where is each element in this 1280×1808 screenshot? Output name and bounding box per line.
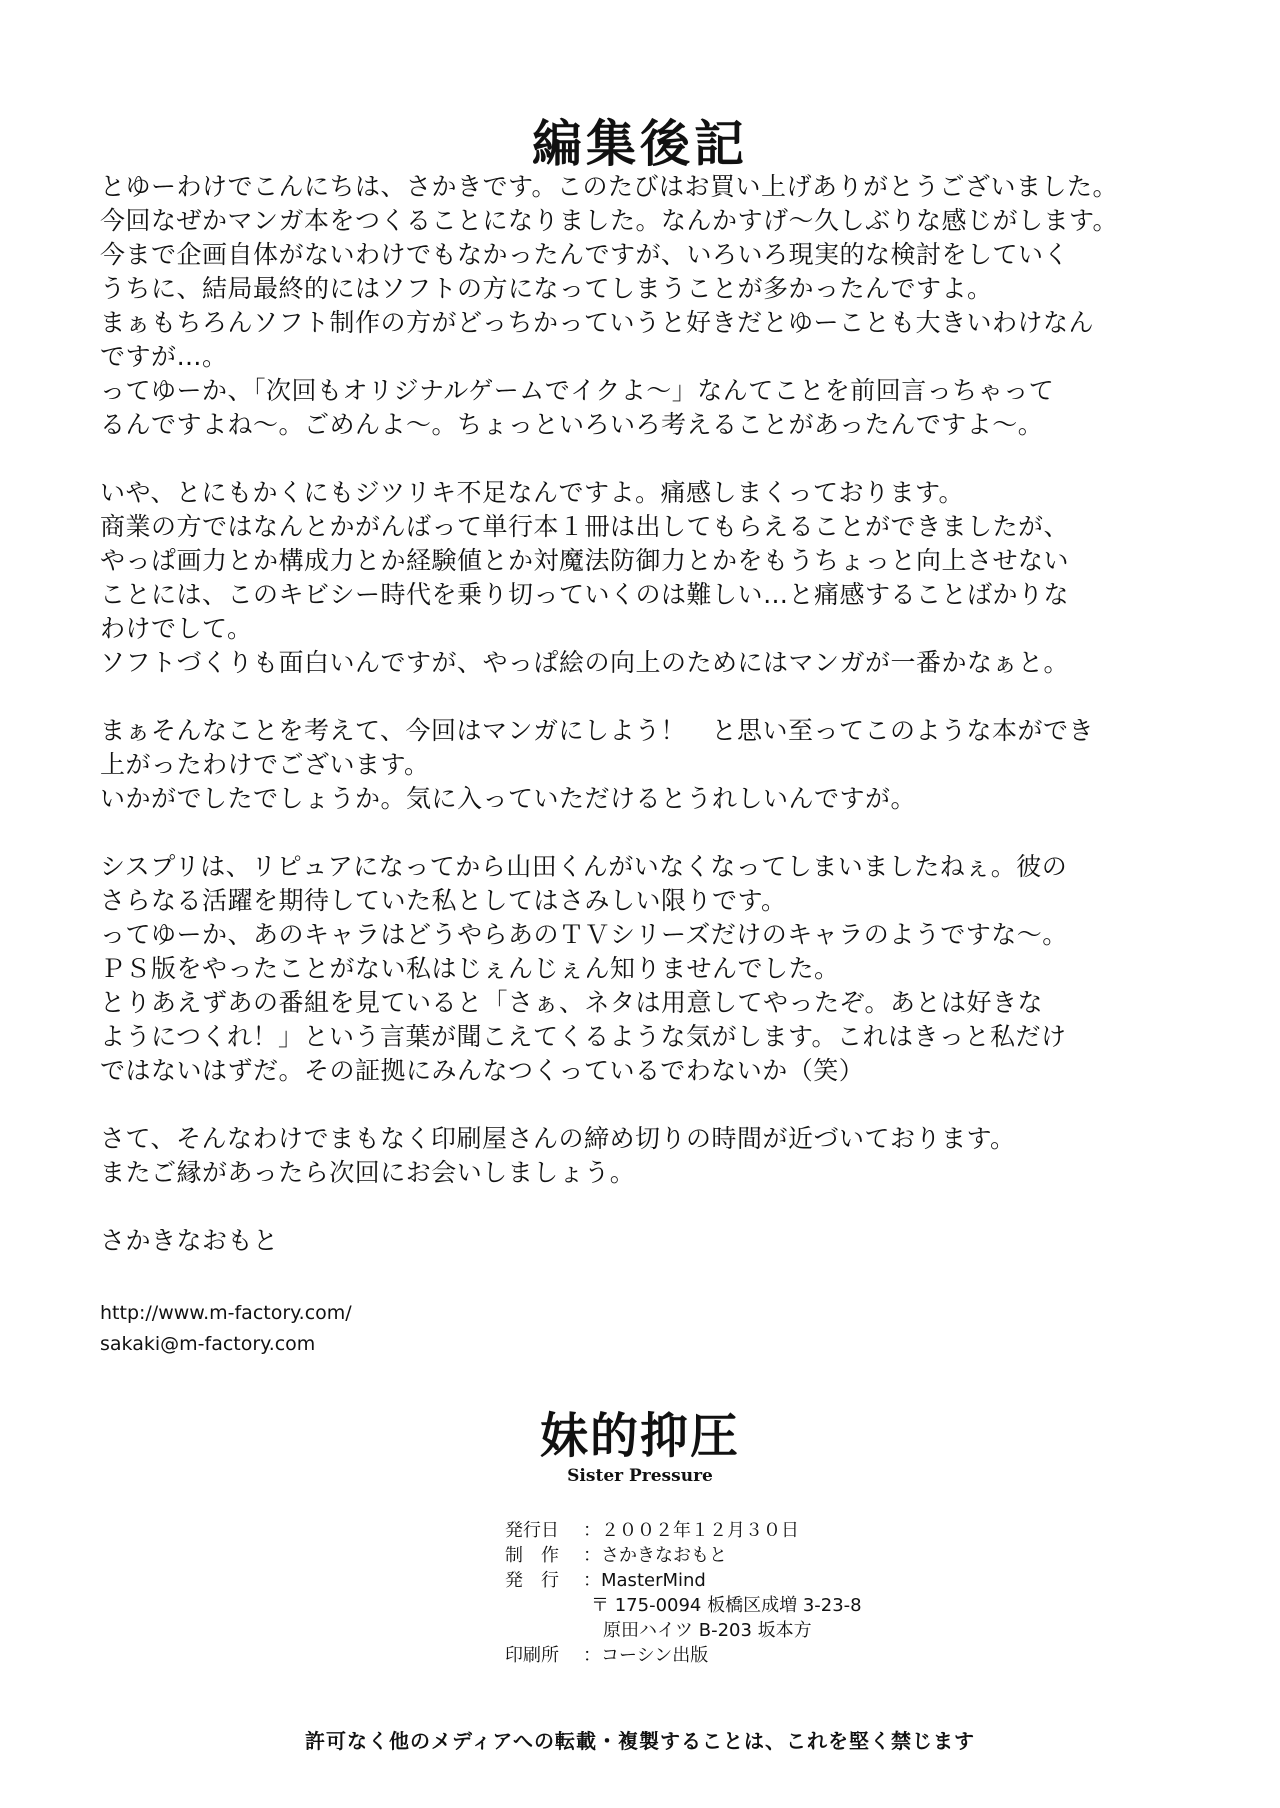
logo-english-title: Sister Pressure (567, 1466, 713, 1486)
logo-japanese-title: 妹的抑圧 (539, 1408, 740, 1464)
colophon (505, 1518, 925, 1668)
text-line: いや、とにもかくにもジツリキ不足なんですよ。痛感しまくっております。 (100, 478, 965, 507)
text-line: まぁそんなことを考えて、今回はマンガにしよう！ と思い至ってこのような本ができ (100, 716, 1095, 745)
publisher-label: 発 行 (505, 1570, 559, 1591)
text-line: とりあえずあの番組を見ていると「さぁ、ネタは用意してやったぞ。あとは好きな (100, 988, 1044, 1017)
colophon-address-line-1 (505, 1593, 925, 1618)
publisher-value: MasterMind (601, 1570, 706, 1591)
page-title: 編集後記 (532, 114, 748, 173)
printer-value: コーシン出版 (601, 1645, 709, 1666)
text-line: まぁもちろんソフト制作の方がどっちかっていうと好きだとゆーことも大きいわけなん (100, 308, 1095, 337)
afterword-body (100, 170, 1200, 1360)
colophon-row-author (505, 1543, 925, 1568)
text-line: ソフトづくりも面白いんですが、やっぱ絵の向上のためにはマンガが一番かなぁと。 (100, 648, 1070, 677)
text-line: またご縁があったら次回にお会いしましょう。 (100, 1158, 636, 1187)
separator: ： (583, 1520, 601, 1541)
author-signature: さかきなおもと (100, 1226, 279, 1255)
author-value: さかきなおもと (601, 1545, 727, 1566)
text-line: ではないはずだ。その証拠にみんなつくっているでわないか（笑） (100, 1056, 865, 1085)
paragraph-2 (100, 476, 1200, 680)
book-logo (0, 1408, 1280, 1486)
paragraph-1 (100, 170, 1200, 442)
paragraph-3 (100, 714, 1200, 816)
issued-label: 発行日 (505, 1520, 559, 1541)
printer-label: 印刷所 (505, 1645, 559, 1666)
text-line: ようにつくれ！」という言葉が聞こえてくるような気がします。これはきっと私だけ (100, 1022, 1067, 1051)
website-link[interactable]: http://www.m-factory.com/ (100, 1302, 352, 1324)
colophon-address-line-2 (505, 1618, 925, 1643)
separator: ： (583, 1645, 601, 1666)
separator: ： (583, 1545, 601, 1566)
text-line: ってゆーか、「次回もオリジナルゲームでイクよ～」なんてことを前回言っちゃって (100, 376, 1055, 405)
text-line: るんですよね～。ごめんよ～。ちょっといろいろ考えることがあったんですよ～。 (100, 410, 1044, 439)
separator: ： (583, 1570, 601, 1591)
text-line: ですが…。 (100, 342, 228, 371)
text-line: 上がったわけでございます。 (100, 750, 430, 779)
paragraph-4 (100, 850, 1200, 1088)
text-line: ってゆーか、あのキャラはどうやらあのＴＶシリーズだけのキャラのようですな～。 (100, 920, 1068, 949)
colophon-row-printer (505, 1643, 925, 1668)
paragraph-5 (100, 1122, 1200, 1190)
email-link[interactable]: sakaki@m-factory.com (100, 1333, 316, 1355)
copyright-notice: 許可なく他のメディアへの転載・複製することは、これを堅く禁じます (305, 1729, 975, 1753)
author-label: 制 作 (505, 1545, 559, 1566)
text-line: とゆーわけでこんにちは、さかきです。このたびはお買い上げありがとうございました。 (100, 172, 1119, 201)
text-line: シスプリは、リピュアになってから山田くんがいなくなってしまいましたねぇ。彼の (100, 852, 1068, 881)
text-line: やっぱ画力とか構成力とか経験値とか対魔法防御力とかをもうちょっと向上させない (100, 546, 1070, 575)
text-line: 今まで企画自体がないわけでもなかったんですが、いろいろ現実的な検討をしていく (100, 240, 1070, 269)
colophon-row-issued (505, 1518, 925, 1543)
address-line-1: 〒 175-0094 板橋区成増 3-23-8 (591, 1595, 862, 1616)
contact-info (100, 1298, 1200, 1360)
text-line: わけでして。 (100, 614, 253, 643)
text-line: うちに、結局最終的にはソフトの方になってしまうことが多かったんですよ。 (100, 274, 993, 303)
text-line: いかがでしたでしょうか。気に入っていただけるとうれしいんですが。 (100, 784, 917, 813)
text-line: 今回なぜかマンガ本をつくることになりました。なんかすげ～久しぶりな感じがします。 (100, 206, 1119, 235)
colophon-row-publisher (505, 1568, 925, 1593)
text-line: さらなる活躍を期待していた私としてはさみしい限りです。 (100, 886, 787, 915)
text-line: ＰＳ版をやったことがない私はじぇんじぇん知りませんでした。 (100, 954, 840, 983)
address-line-2: 原田ハイツ B-203 坂本方 (603, 1620, 812, 1641)
text-line: さて、そんなわけでまもなく印刷屋さんの締め切りの時間が近づいております。 (100, 1124, 1016, 1153)
issued-value: ２００２年１２月３０日 (601, 1520, 799, 1541)
text-line: 商業の方ではなんとかがんばって単行本１冊は出してもらえることができましたが、 (100, 512, 1070, 541)
text-line: ことには、このキビシー時代を乗り切っていくのは難しい…と痛感することばかりな (100, 580, 1070, 609)
